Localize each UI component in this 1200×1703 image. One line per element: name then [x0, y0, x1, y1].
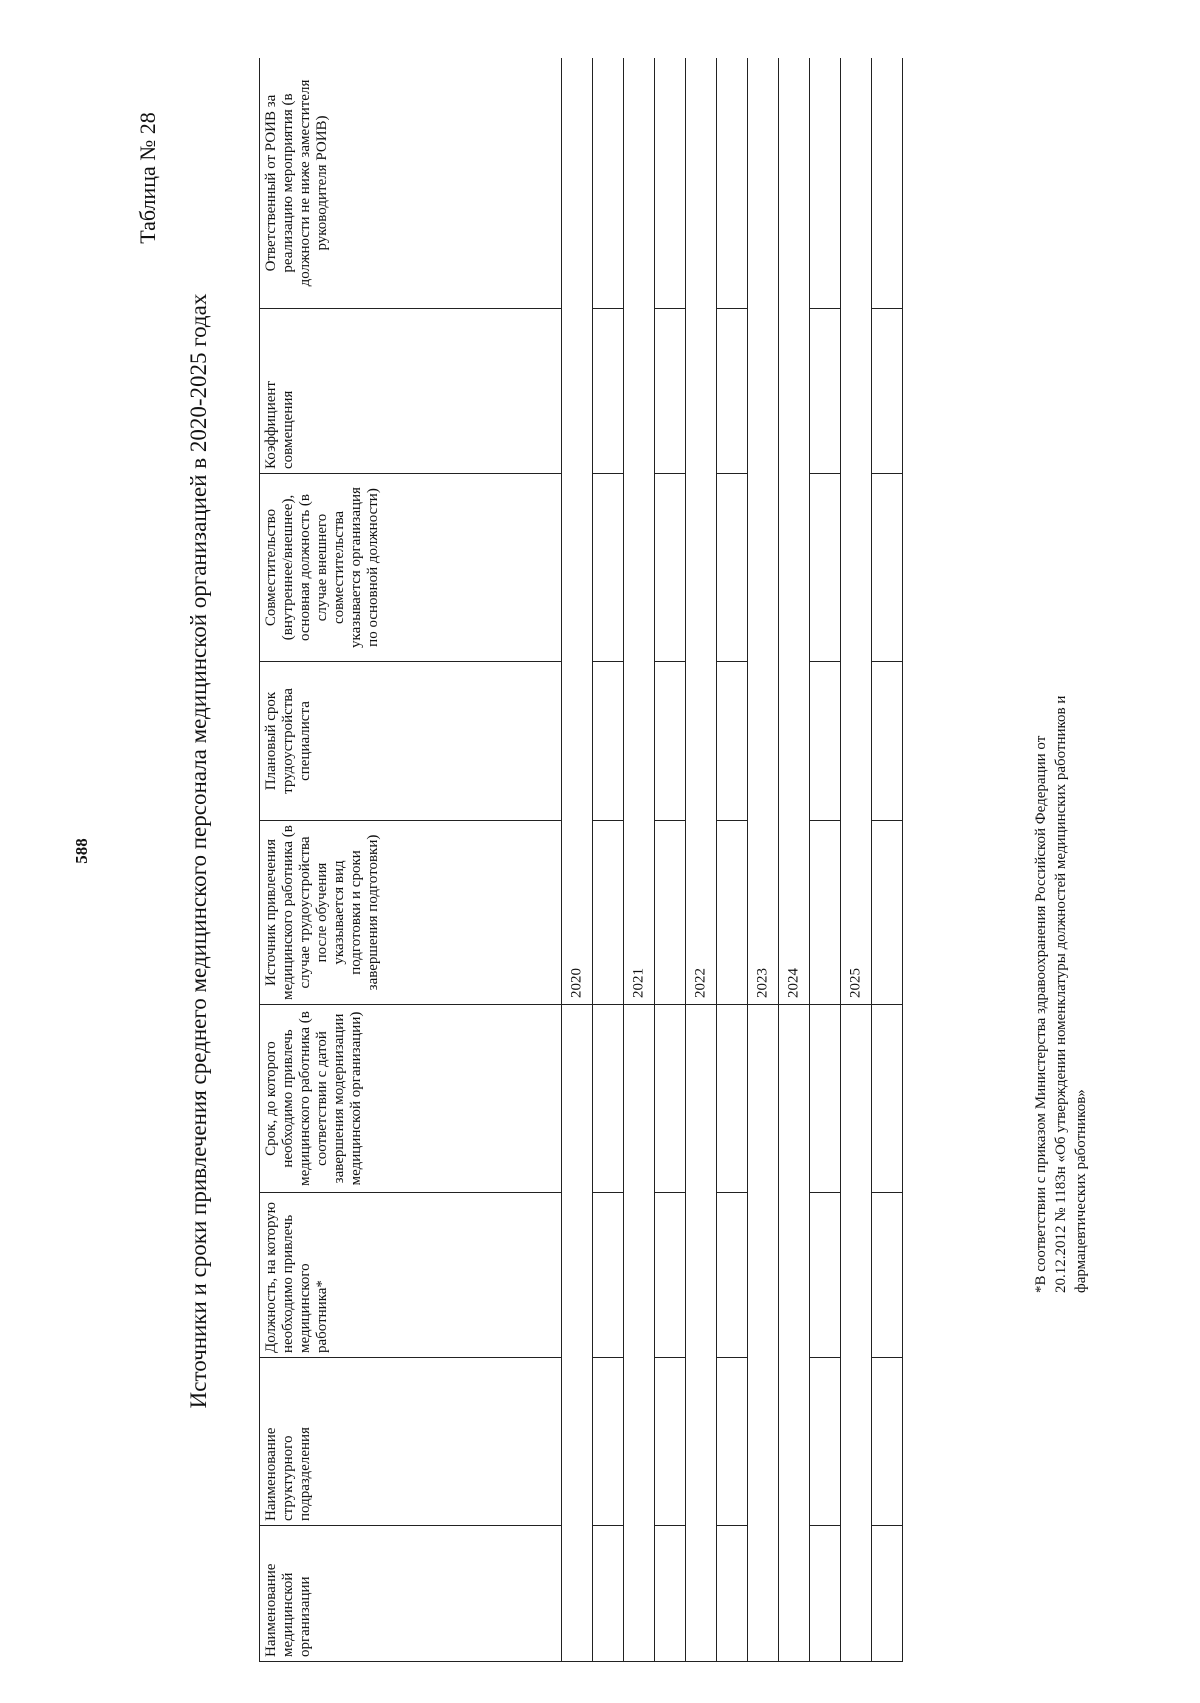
- table-cell: [717, 1526, 748, 1662]
- column-header: Плановый срок трудоустройства специалиста: [260, 662, 562, 821]
- table-cell: [810, 1005, 841, 1193]
- table-cell: [655, 1005, 686, 1193]
- table-row: [748, 58, 779, 1662]
- table-cell: [717, 821, 748, 1005]
- table-cell: [593, 1193, 624, 1358]
- year-separator-cell: [748, 58, 779, 1005]
- table-cell: [872, 58, 903, 309]
- table-cell: [593, 309, 624, 474]
- table-cell: [593, 662, 624, 821]
- table-cell: [717, 1193, 748, 1358]
- table-cell: [593, 474, 624, 662]
- table-cell: [655, 58, 686, 309]
- table-cell: [810, 58, 841, 309]
- table-cell: [655, 309, 686, 474]
- table-cell: [717, 58, 748, 309]
- table-row: [841, 58, 872, 1662]
- table-cell: [748, 1005, 779, 1662]
- table-cell: [593, 1005, 624, 1193]
- table-cell: [655, 1193, 686, 1358]
- table-cell: [655, 474, 686, 662]
- table-cell: [872, 1358, 903, 1526]
- table-row: [872, 58, 903, 1662]
- year-label: 2020: [568, 968, 585, 998]
- column-header: Источник привлечения медицинского работника (в случае трудоустройства после обучения указывается вид подготовки и сроки завершения подготовки): [260, 821, 562, 1005]
- table-cell: [810, 474, 841, 662]
- table-row: [779, 58, 810, 1662]
- staff-sources-table: [259, 58, 903, 1662]
- table-cell: [717, 1358, 748, 1526]
- year-separator-cell: [624, 58, 655, 1005]
- footnote: *В соответствии с приказом Министерства здравоохранения Российской Федерации от 20.12.2012 № 1183н «Об утверждении номенклатуры должностей медицинских работников и фармацевтических работников»: [1033, 695, 1089, 1293]
- table-cell: [872, 309, 903, 474]
- table-container: [259, 58, 927, 1662]
- page-title: Источники и сроки привлечения среднего медицинского персонала медицинской организацией в 2020-2025 годах: [186, 293, 211, 1409]
- table-row: [717, 58, 748, 1662]
- year-label: 2023: [754, 968, 771, 998]
- table-cell: [686, 1005, 717, 1662]
- page-number: 588: [72, 838, 91, 864]
- year-label: 2024: [785, 968, 802, 998]
- column-header: Наименование медицинской организации: [260, 1526, 562, 1662]
- table-cell: [562, 1005, 593, 1662]
- table-cell: [593, 58, 624, 309]
- column-header: Срок, до которого необходимо привлечь медицинского работника (в соответствии с датой завершения модернизации медицинской организации): [260, 1005, 562, 1193]
- table-cell: [872, 474, 903, 662]
- table-row: [562, 58, 593, 1662]
- table-cell: [810, 1193, 841, 1358]
- year-separator-cell: [779, 58, 810, 1005]
- table-cell: [717, 309, 748, 474]
- year-separator-cell: [841, 58, 872, 1005]
- table-row: [655, 58, 686, 1662]
- column-header: Ответственный от РОИВ за реализацию мероприятия (в должности не ниже заместителя руководителя РОИВ): [260, 58, 562, 309]
- table-cell: [593, 1358, 624, 1526]
- table-row: [810, 58, 841, 1662]
- table-label: Таблица № 28: [135, 112, 160, 244]
- table-cell: [717, 474, 748, 662]
- rotated-table-frame: [259, 58, 927, 1662]
- table-cell: [810, 662, 841, 821]
- table-cell: [624, 1005, 655, 1662]
- year-label: 2025: [847, 968, 864, 998]
- table-row: [686, 58, 717, 1662]
- table-cell: [872, 1005, 903, 1193]
- table-cell: [810, 1358, 841, 1526]
- column-header: Наименование структурного подразделения: [260, 1358, 562, 1526]
- table-cell: [841, 1005, 872, 1662]
- column-header: Совместительство (внутреннее/внешнее), основная должность (в случае внешнего совместительства указывается организация по основной должности): [260, 474, 562, 662]
- table-cell: [872, 1526, 903, 1662]
- column-header: Коэффициент совмещения: [260, 309, 562, 474]
- table-cell: [810, 1526, 841, 1662]
- year-separator-cell: [686, 58, 717, 1005]
- table-body: [562, 58, 903, 1662]
- table-cell: [872, 821, 903, 1005]
- table-cell: [810, 309, 841, 474]
- table-header-row: [260, 58, 562, 1662]
- table-cell: [593, 821, 624, 1005]
- table-row: [593, 58, 624, 1662]
- table-cell: [810, 821, 841, 1005]
- table-cell: [655, 821, 686, 1005]
- year-label: 2021: [630, 968, 647, 998]
- year-label: 2022: [692, 968, 709, 998]
- table-cell: [655, 1526, 686, 1662]
- table-cell: [593, 1526, 624, 1662]
- table-cell: [655, 1358, 686, 1526]
- table-cell: [717, 1005, 748, 1193]
- table-cell: [779, 1005, 810, 1662]
- column-header: Должность, на которую необходимо привлечь медицинского работника*: [260, 1193, 562, 1358]
- table-cell: [872, 1193, 903, 1358]
- table-cell: [872, 662, 903, 821]
- table-cell: [655, 662, 686, 821]
- year-separator-cell: [562, 58, 593, 1005]
- table-row: [624, 58, 655, 1662]
- table-cell: [717, 662, 748, 821]
